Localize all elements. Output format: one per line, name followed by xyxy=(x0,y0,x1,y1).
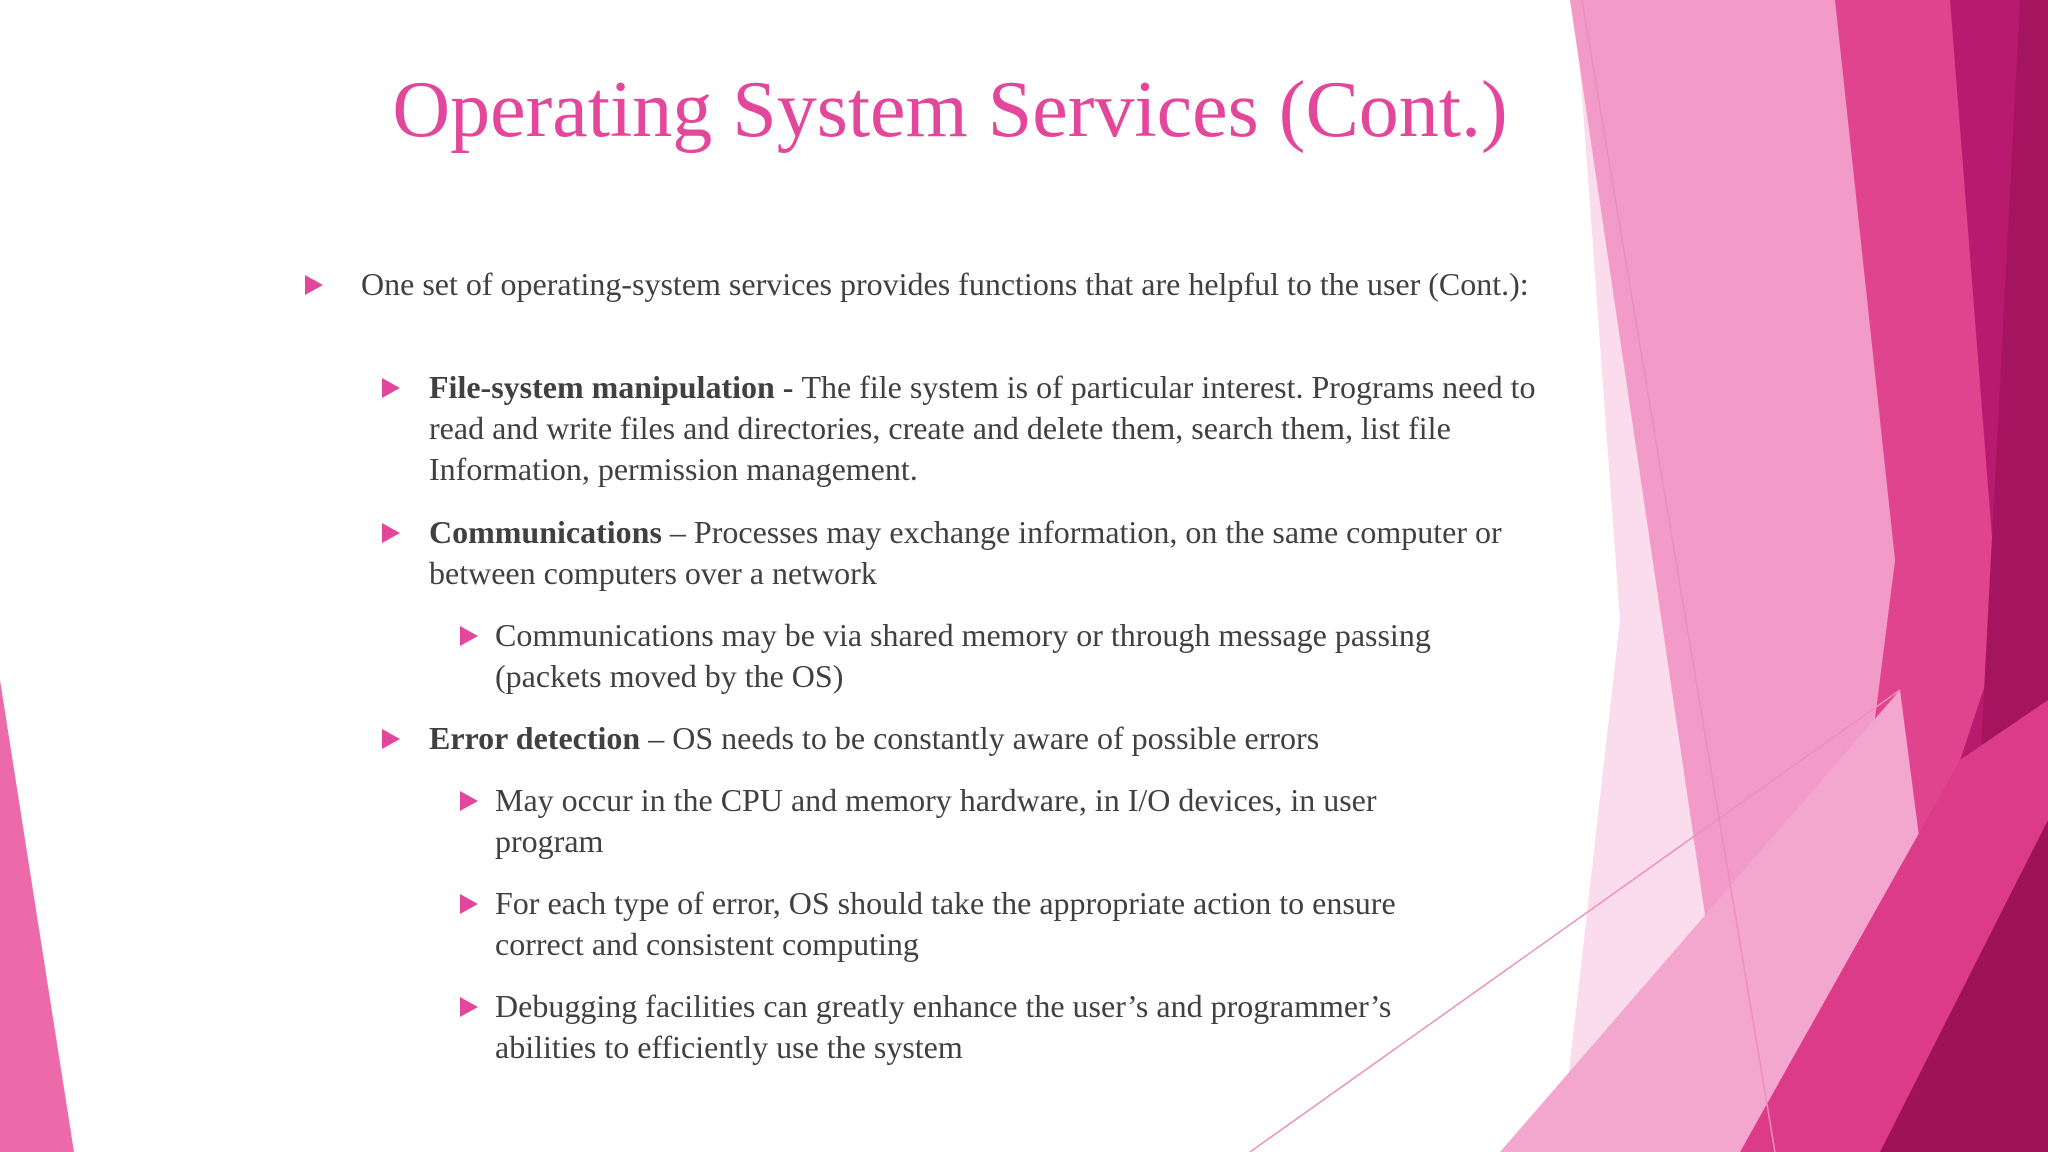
bullet-text: May occur in the CPU and memory hardware, in I/O devices, in user program xyxy=(495,782,1377,859)
bullet-text: Debugging facilities can greatly enhance the user’s and programmer’s abilities to efficiently use the system xyxy=(495,988,1392,1065)
bullet-text: One set of operating-system services provides functions that are helpful to the user (Cont.): xyxy=(361,266,1529,302)
bullet-arrow-icon xyxy=(460,997,478,1017)
bullet-arrow-icon xyxy=(460,791,478,811)
bullet-text: For each type of error, OS should take the appropriate action to ensure correct and consistent computing xyxy=(495,885,1396,962)
bullet-text: Communications – Processes may exchange information, on the same computer or between computers over a network xyxy=(429,514,1502,591)
bullet-arrow-icon xyxy=(460,626,478,646)
bullet-arrow-icon xyxy=(305,275,323,295)
bullet-arrow-icon xyxy=(382,729,400,749)
bullet-arrow-icon xyxy=(460,894,478,914)
bullet-text: Error detection – OS needs to be constantly aware of possible errors xyxy=(429,720,1320,756)
bullet-arrow-icon xyxy=(382,378,400,398)
bullet-text: File-system manipulation - The file system is of particular interest. Programs need to read and write files and directories, create and delete them, search them, list file Information, permission management. xyxy=(429,369,1536,487)
bullet-text: Communications may be via shared memory or through message passing (packets moved by the OS) xyxy=(495,617,1431,694)
slide-title: Operating System Services (Cont.) xyxy=(392,66,1508,154)
bullet-arrow-icon xyxy=(382,523,400,543)
